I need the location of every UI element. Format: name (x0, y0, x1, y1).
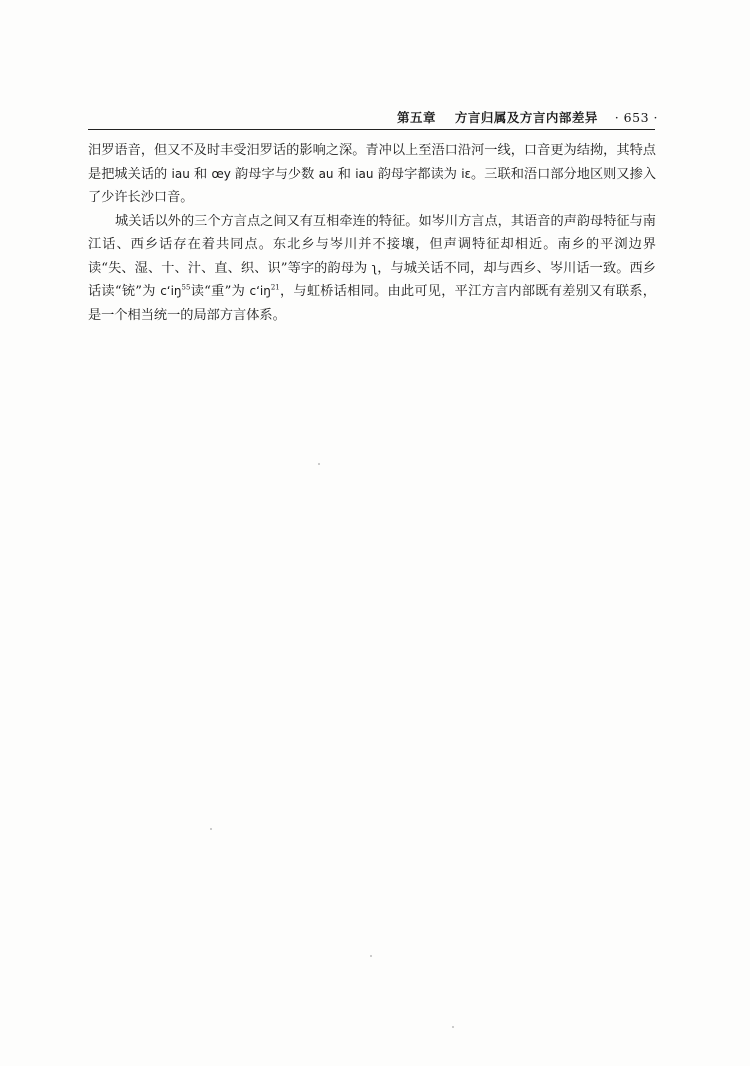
text-segment: 。三联和浯口部分地区则又掺入了少许长沙口音。 (88, 166, 657, 205)
text-segment: ，与虹桥话相同。由此可见，平江方言内部既有差别又有联系，是一个相当统一的局部方言体系。 (88, 284, 656, 323)
phonetic-notation: iɛ (461, 166, 472, 181)
tone-superscript: 21 (270, 283, 280, 292)
scan-speck (210, 828, 212, 830)
text-segment: 韵母字都读为 (373, 166, 462, 182)
text-segment: 读“重”为 (190, 284, 250, 299)
text-segment: ，与城关话不同，却与西乡、岑川话一致。西乡话读“铳”为 (88, 260, 656, 299)
header-rule (88, 129, 655, 130)
tone-superscript: 55 (181, 283, 191, 292)
phonetic-notation: iau (171, 166, 190, 181)
phonetic-notation: iau (355, 166, 374, 181)
paragraph-p2 (88, 210, 656, 328)
phonetic-notation: ʅ (371, 260, 378, 275)
scan-speck (452, 1026, 454, 1028)
text-segment: 汨罗语音，但又不及时丰受汨罗话的影响之深。青冲以上至浯口沿河一线，口音更为结拗，其特点是把城关话的 (88, 143, 656, 182)
chapter-label: 第五章 (396, 110, 436, 125)
paragraph-p1 (88, 139, 656, 210)
text-segment: 和 (333, 166, 356, 182)
phonetic-notation: cʻiŋ (160, 284, 182, 298)
chapter-title: 方言归属及方言内部差异 (454, 110, 598, 125)
running-header (397, 108, 658, 126)
scan-speck (318, 463, 320, 465)
text-segment: 城关话以外的三个方言点之间又有互相牵连的特征。如岑川方言点，其语音的声韵母特征与南江话、西乡话存在着共同点。东北乡与岑川并不接壤，但声调特征却相近。南乡的平浏边界读“失、湿、十、汁、直、织、识”等字的韵母为 (88, 213, 656, 276)
phonetic-notation: cʻiŋ (249, 284, 271, 298)
scan-speck (370, 955, 372, 957)
text-segment: 韵母字与少数 (230, 166, 319, 182)
phonetic-notation: au (318, 166, 334, 181)
text-segment: 和 (189, 166, 212, 182)
body-text (88, 139, 656, 327)
page-number: · 653 · (614, 110, 658, 125)
phonetic-notation: œy (211, 166, 231, 181)
